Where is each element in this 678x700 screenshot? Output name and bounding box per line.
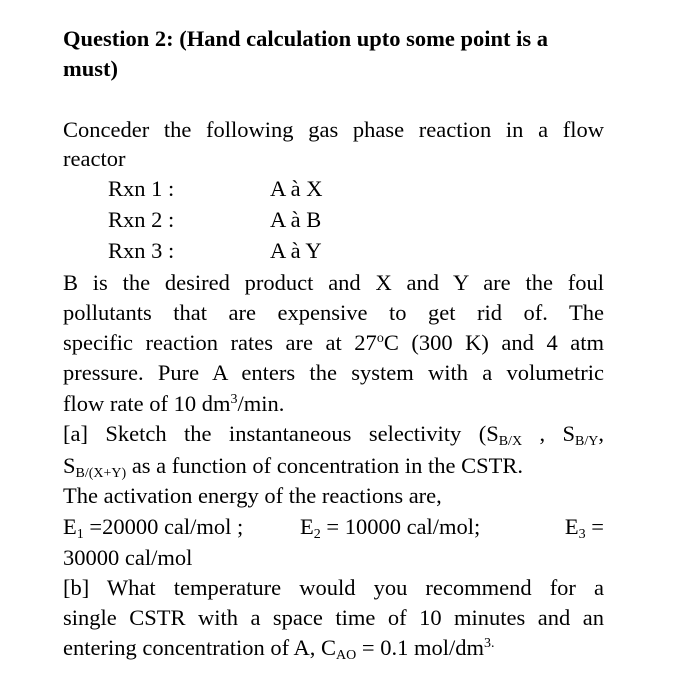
body-line-3-text-end: C (300 K) and 4 atm (383, 330, 604, 355)
e2-value: = 10000 cal/mol; (320, 514, 481, 539)
part-a-line-2 (63, 451, 604, 480)
e2-subscript: 2 (313, 527, 321, 542)
activation-energy-3 (565, 512, 604, 541)
reaction-1-label: Rxn 1 : (108, 176, 175, 201)
selectivity-by-subscript: B/Y (575, 434, 599, 449)
part-b-line-1: [b] What temperature would you recommend for a (63, 575, 604, 600)
concentration-subscript: AO (336, 648, 357, 663)
part-a-line-1-text: [a] Sketch the instantaneous selectivity (S (63, 421, 499, 446)
degree-symbol: o (376, 331, 384, 346)
body-line-5 (63, 389, 604, 418)
intro-line-1: Conceder the following gas phase reaction in a flow (63, 117, 604, 142)
activation-energy-1 (63, 514, 244, 542)
body-line-2: pollutants that are expensive to get rid of. The (63, 300, 604, 325)
e1-symbol: E (63, 514, 77, 539)
part-a-line-1-end: , (598, 421, 604, 446)
title-line-1: Question 2: (Hand calculation upto some point is a (63, 26, 549, 51)
part-a-line-3: The activation energy of the reactions are, (63, 483, 442, 508)
e3-subscript: 3 (578, 527, 586, 542)
part-b-line-3-text: entering concentration of A, C (63, 635, 337, 660)
e2-symbol: E (300, 514, 314, 539)
reaction-2-equation: A à B (270, 207, 322, 232)
selectivity-bxy-subscript: B/(X+Y) (75, 466, 127, 481)
reaction-3-label: Rxn 3 : (108, 238, 175, 263)
activation-energies (63, 512, 604, 541)
question-title (63, 24, 604, 84)
e1-subscript: 1 (76, 527, 84, 542)
part-a-line-2-text: as a function of concentration in the CSTR. (126, 453, 523, 478)
part-b-line-3 (63, 633, 604, 662)
intro-line-2: reactor (63, 146, 126, 171)
e3-symbol: E (564, 514, 579, 539)
body-line-1: B is the desired product and X and Y are the foul (63, 270, 604, 295)
activation-energy-2 (300, 512, 480, 541)
title-line-2: must) (63, 56, 118, 81)
reaction-2-label: Rxn 2 : (108, 207, 175, 232)
body-line-5-text-end: /min. (237, 391, 285, 416)
body-line-4: pressure. Pure A enters the system with a volumetric (63, 360, 604, 385)
selectivity-bx-subscript: B/X (498, 434, 523, 449)
body-line-3-text: specific reaction rates are at 27 (63, 330, 377, 355)
part-b-line-2: single CSTR with a space time of 10 minutes and an (63, 605, 604, 630)
part-b-cubed-superscript: 3. (483, 636, 495, 651)
part-a-separator: , S (522, 421, 576, 446)
body-line-3 (63, 328, 604, 357)
part-b-line-3-value: = 0.1 mol/dm (356, 635, 484, 660)
part-a-line-5: 30000 cal/mol (63, 545, 193, 570)
cubed-superscript: 3 (230, 392, 238, 407)
reaction-1-equation: A à X (270, 176, 323, 201)
body-line-5-text: flow rate of 10 dm (63, 391, 231, 416)
e1-value: =20000 cal/mol ; (83, 514, 244, 539)
part-a-line-1 (63, 419, 604, 448)
e3-value: = (585, 514, 604, 539)
part-a-line-2-symbol: S (63, 453, 76, 478)
reaction-3-equation: A à Y (270, 238, 322, 263)
